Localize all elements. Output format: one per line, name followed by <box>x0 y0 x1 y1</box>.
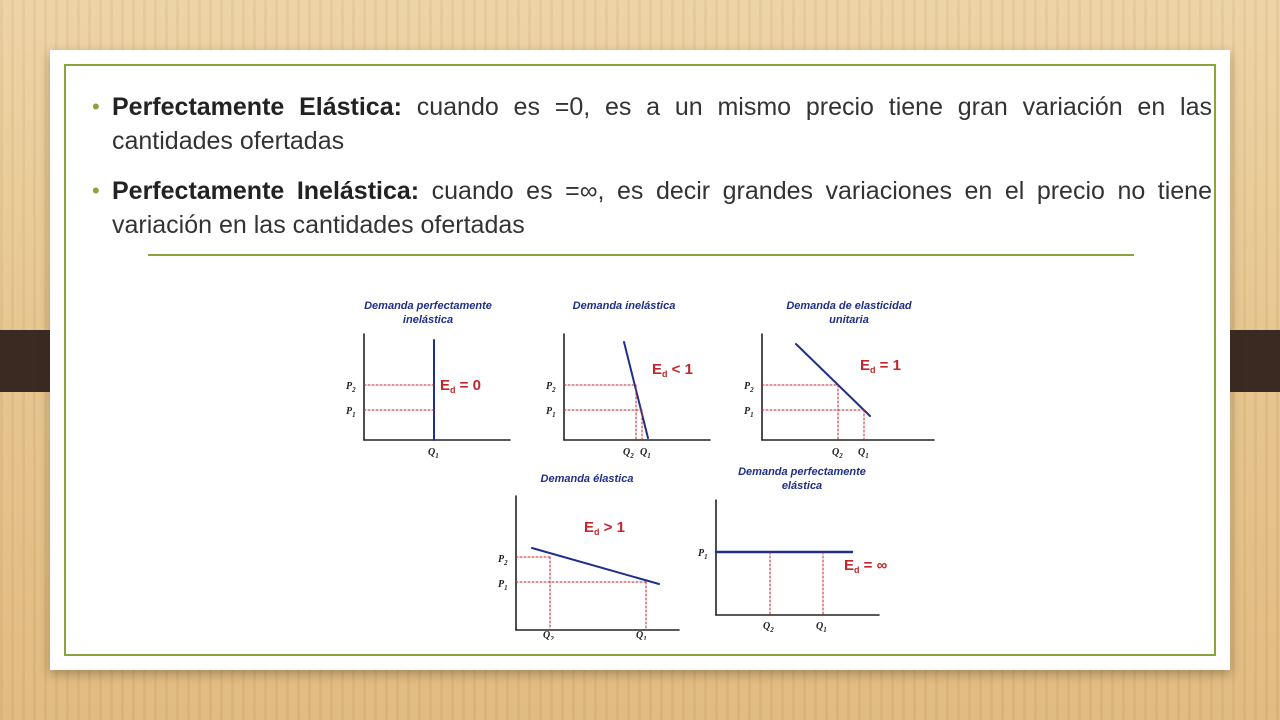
bullet-dot-icon: • <box>92 178 100 203</box>
label-p2: $P_2$ <box>546 381 556 394</box>
graph-inelastic <box>546 300 710 460</box>
graph-title: Demanda perfectamente <box>364 300 492 312</box>
graph-perfectly-inelastic <box>346 300 510 460</box>
bullet-dot-icon: • <box>92 94 100 119</box>
bullet-list <box>92 90 1212 258</box>
label-q2: $Q_2$ <box>623 447 634 460</box>
graph-title: Demanda élastica <box>540 473 634 485</box>
graph-title: Demanda perfectamente <box>738 466 866 478</box>
label-q1: $Q_1$ <box>636 630 647 640</box>
bullet-perfectly-elastic <box>92 90 1212 158</box>
bullet-term: Perfectamente Inelástica: <box>112 177 420 205</box>
graph-title-line2: elástica <box>781 480 823 492</box>
graph-unit-elastic <box>744 300 934 460</box>
label-p2: $P_2$ <box>346 381 356 394</box>
graph-title: Demanda de elasticidad <box>786 300 912 312</box>
label-p2: $P_2$ <box>498 554 508 567</box>
label-p1: $P_1$ <box>346 406 356 419</box>
bullet-text: cuando es =∞, es decir grandes variaciones en el precio no tiene variación en las cantidades ofertadas <box>112 177 1212 239</box>
graph-title-line2: inelástica <box>402 314 454 326</box>
graph-elastic <box>498 473 679 640</box>
bullet-text: cuando es =0, es a un mismo precio tiene gran variación en las cantidades ofertadas <box>112 93 1212 155</box>
elasticity-diagrams-svg <box>334 290 950 640</box>
elasticity-equation: $E_d < 1$ <box>652 361 693 379</box>
graph-title: Demanda inelástica <box>572 300 676 312</box>
label-q1: $Q_1$ <box>428 447 439 460</box>
demand-curve <box>532 548 659 584</box>
label-p1: $P_1$ <box>744 406 754 419</box>
graph-title-line2: unitaria <box>829 314 869 326</box>
label-q2: $Q_2$ <box>763 621 774 634</box>
label-q1: $Q_1$ <box>858 447 869 460</box>
bullet-term: Perfectamente Elástica: <box>112 93 402 121</box>
label-p1: $P_1$ <box>698 548 708 561</box>
label-p1: $P_1$ <box>498 579 508 592</box>
elasticity-equation: $E_d$ = ∞ <box>844 557 888 575</box>
label-p1: $P_1$ <box>546 406 556 419</box>
demand-curve <box>796 344 870 416</box>
label-q1: $Q_1$ <box>640 447 651 460</box>
elasticity-equation: $E_d = 1$ <box>860 357 901 375</box>
label-q2: $Q_2$ <box>543 630 554 640</box>
elasticity-equation: $E_d = 0$ <box>440 377 481 395</box>
label-q1: $Q_1$ <box>816 621 827 634</box>
label-q2: $Q_2$ <box>832 447 843 460</box>
bullet-perfectly-inelastic <box>92 174 1212 242</box>
green-underline-rule <box>148 254 1134 256</box>
label-p2: $P_2$ <box>744 381 754 394</box>
slide-paper <box>50 50 1230 670</box>
graph-perfectly-elastic <box>698 466 888 634</box>
elasticity-diagrams-figure <box>334 290 950 640</box>
elasticity-equation: $E_d > 1$ <box>584 519 625 537</box>
